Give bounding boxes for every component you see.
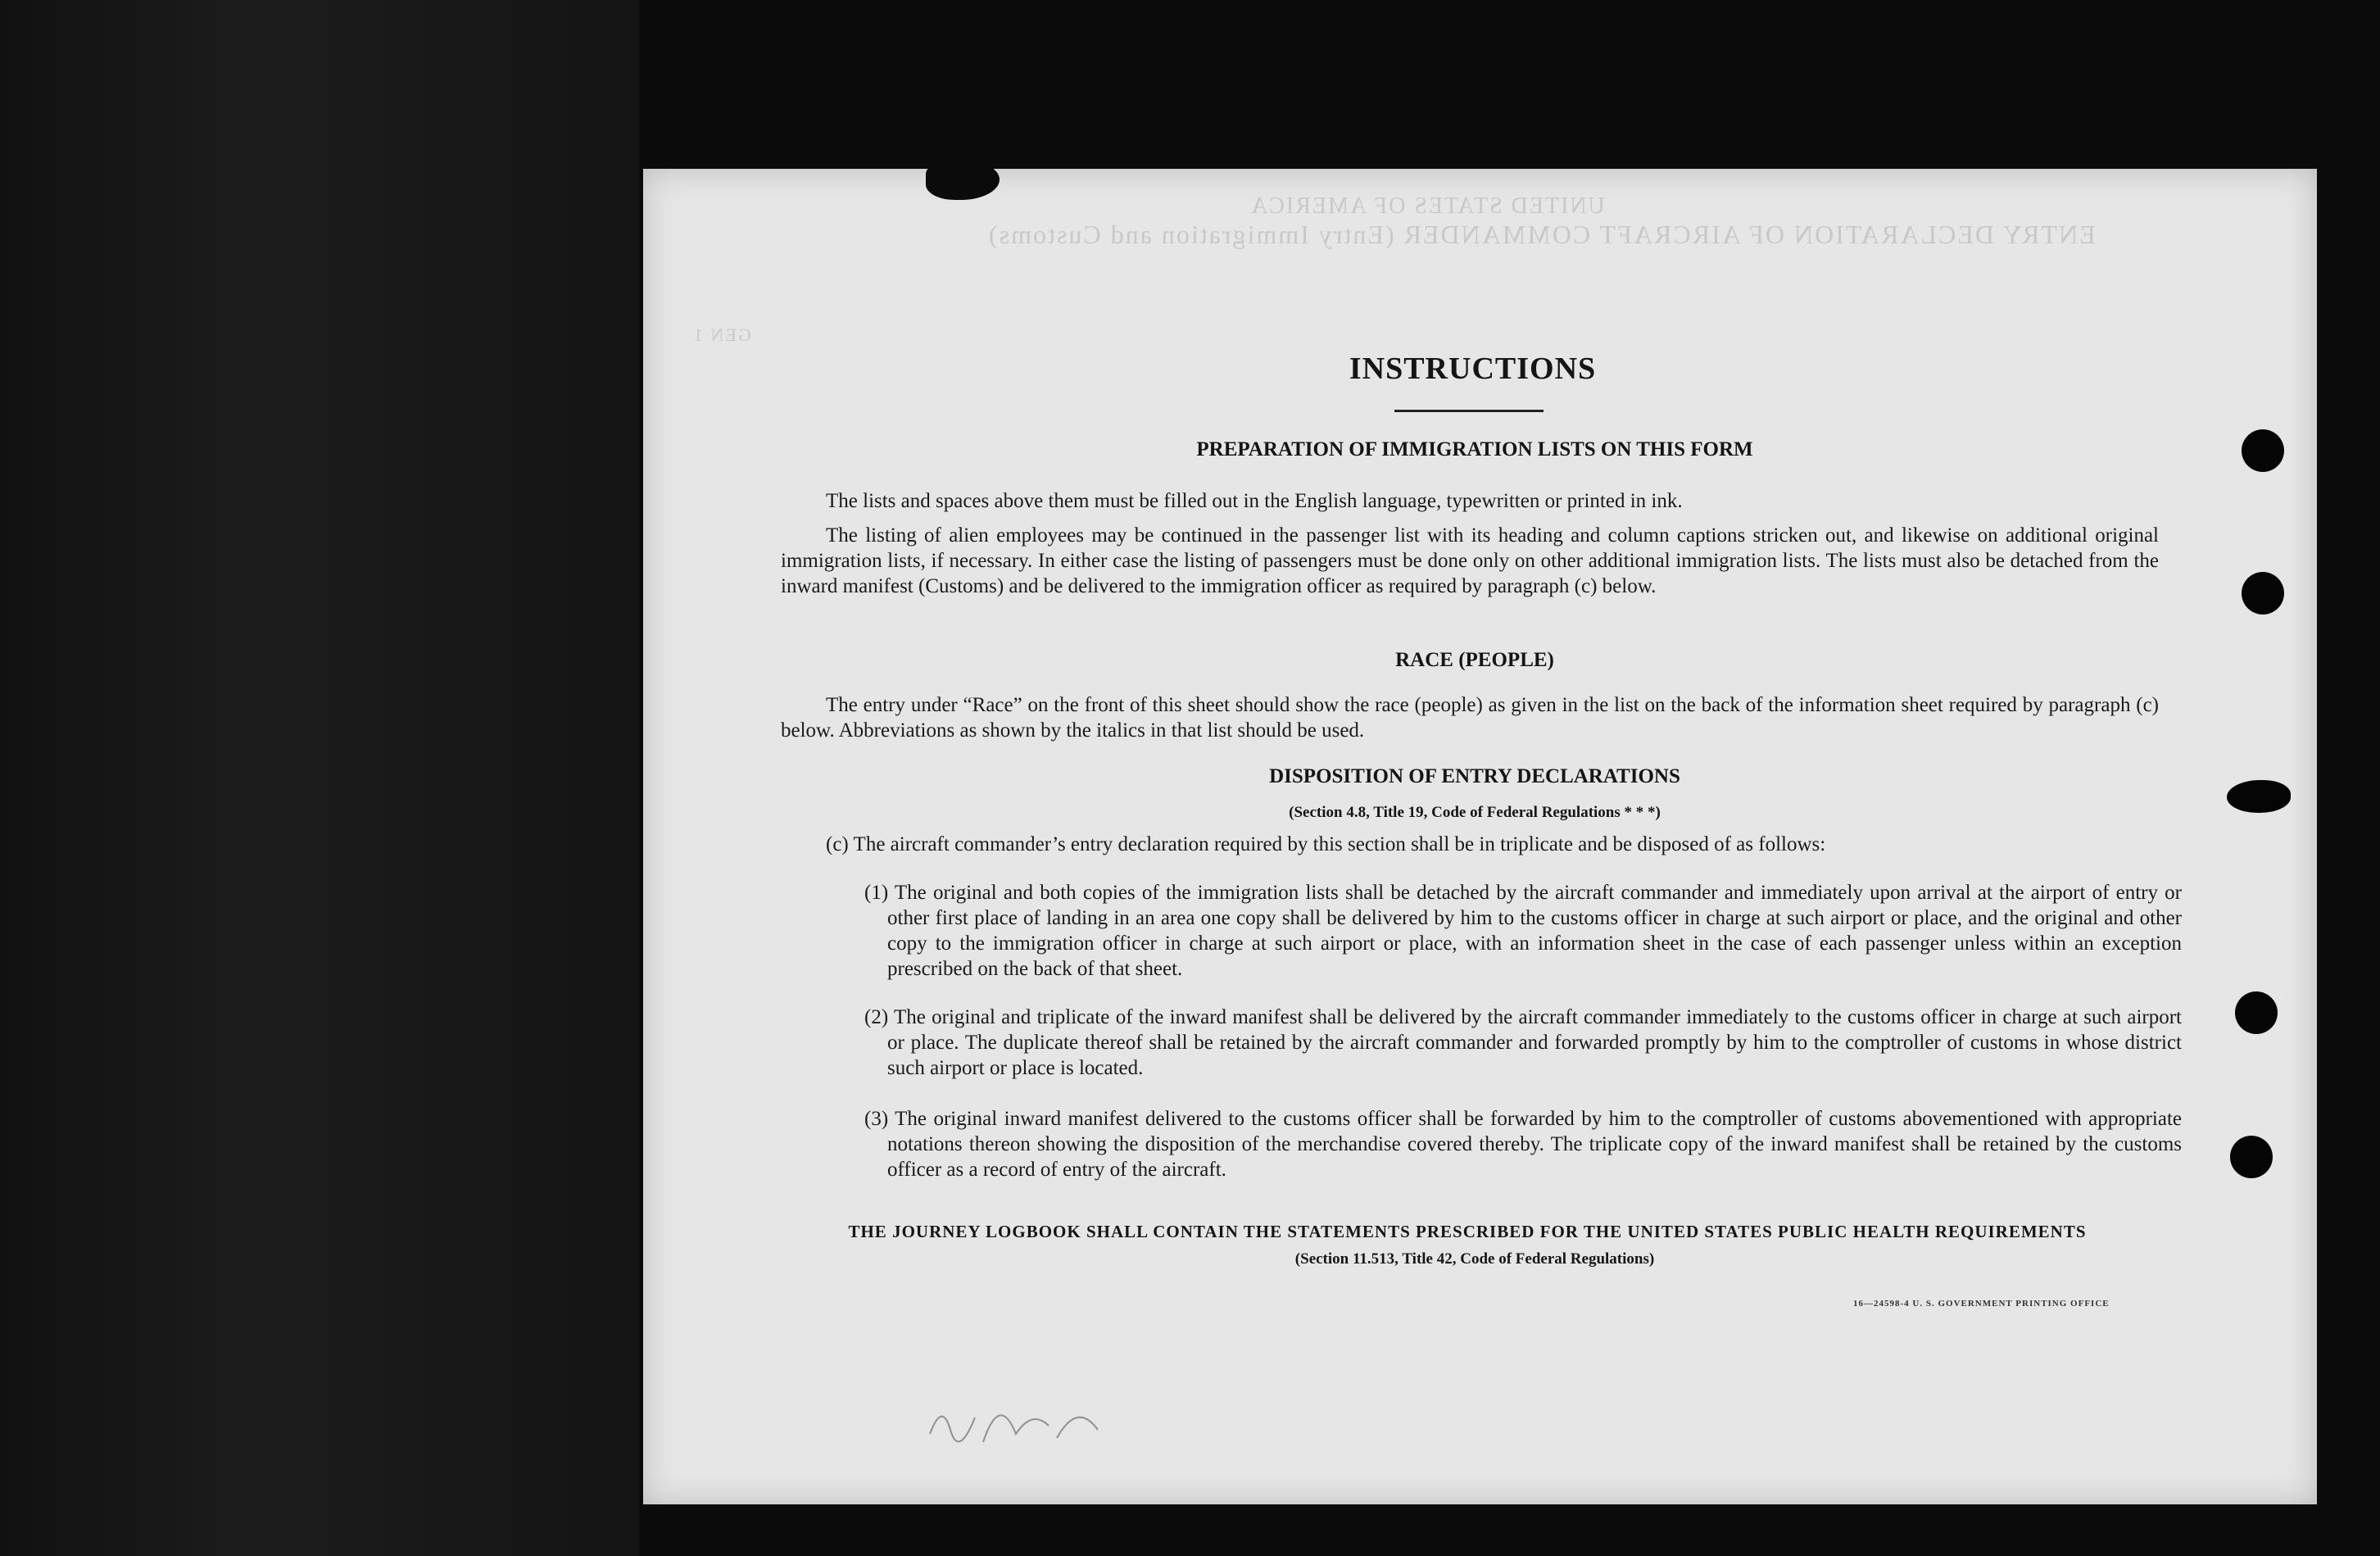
section-subheading-regulation: (Section 4.8, Title 19, Code of Federal Regulations * * *) (1289, 804, 1661, 821)
pen-scribble (926, 1385, 1131, 1450)
paragraph-lists-filled: The lists and spaces above them must be filled out in the English language, typewritten or printed in ink. (826, 490, 1683, 512)
title-underline (1394, 410, 1544, 412)
section-heading-preparation: PREPARATION OF IMMIGRATION LISTS ON THIS FORM (1196, 438, 1753, 460)
paragraph-alien-employees: The listing of alien employees may be continued in the passenger list with its heading and column captions stricken out, and likewise on additional original immigration lists, if necessary. In either case the listing of passengers must be done only on other additional immigration lists. The lists must also be detached from the inward manifest (Customs) and be delivered to the immigration officer as required by paragraph (c) below. (781, 524, 2159, 597)
section-heading-race: RACE (PEOPLE) (1395, 649, 1554, 671)
list-item: (2) The original and triplicate of the inward manifest shall be delivered by the aircraft commander immediately to the customs officer in charge at such airport or place. The duplicate thereof shall be retained by the aircraft commander and forwarded promptly by him to the comptroller of customs in whose district such airport or place is located. (864, 1006, 2182, 1079)
punch-hole (2230, 1136, 2273, 1178)
punch-hole (2227, 780, 2291, 813)
footer-health-requirements: THE JOURNEY LOGBOOK SHALL CONTAIN THE STATEMENTS PRESCRIBED FOR THE UNITED STATES PUBLIC HEALTH REQUIREMENTS (848, 1222, 2087, 1241)
paragraph-intro-c: (c) The aircraft commander’s entry declaration required by this section shall be in triplicate and be disposed of as follows: (826, 833, 1826, 855)
bleed-through-text: GEN 1 (692, 324, 751, 345)
list-item: (3) The original inward manifest delivered to the customs officer shall be forwarded by him to the comptroller of customs abovementioned with appropriate notations thereon showing the disposition of the merchandise covered thereby. The triplicate copy of the inward manifest shall be retained by the customs officer as a record of entry of the aircraft. (864, 1108, 2182, 1181)
punch-hole (2235, 991, 2278, 1034)
list-item: (1) The original and both copies of the immigration lists shall be detached by the aircraft commander and immediately upon arrival at the airport of entry or other first place of landing in an area one copy shall be delivered by him to the customs officer in charge at such airport or place, and the original and other copy to the immigration officer in charge at such airport or place, with an information sheet in the case of each passenger unless within an exception prescribed on the back of that sheet. (864, 882, 2182, 980)
punch-hole (2242, 429, 2284, 472)
footer-regulation-citation: (Section 11.513, Title 42, Code of Federal Regulations) (1294, 1250, 1655, 1268)
page-title: INSTRUCTIONS (1349, 352, 1597, 386)
scan-background (0, 0, 639, 1556)
section-heading-disposition: DISPOSITION OF ENTRY DECLARATIONS (1269, 765, 1680, 787)
bleed-through-text: ENTRY DECLARATION OF AIRCRAFT COMMANDER (Entry Immigration and Customs) (987, 220, 2096, 249)
punch-hole (2242, 572, 2284, 615)
bleed-through-text: UNITED STATES OF AMERICA (1249, 193, 1605, 219)
print-office-code: 16—24598-4 U. S. GOVERNMENT PRINTING OFFICE (1853, 1299, 2110, 1309)
paragraph-race: The entry under “Race” on the front of this sheet should show the race (people) as given in the list on the back of the information sheet required by paragraph (c) below. Abbreviations as shown by the italics in that list should be used. (781, 694, 2159, 742)
